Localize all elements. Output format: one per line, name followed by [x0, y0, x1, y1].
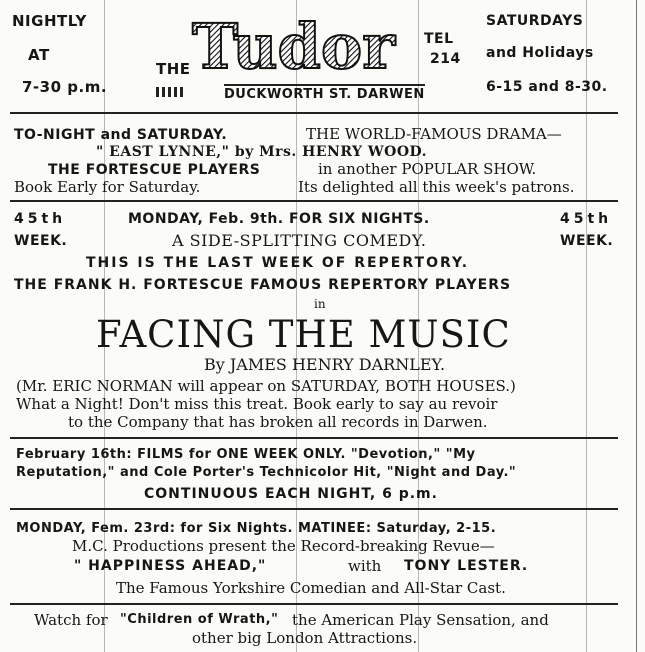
children-of-wrath: "Children of Wrath,": [120, 612, 279, 627]
week-number-right: 45th: [560, 211, 613, 227]
films-line-1: February 16th: FILMS for ONE WEEK ONLY. "Devotion," "My: [16, 447, 476, 462]
delighted-patrons: Its delighted all this week's patrons.: [298, 178, 575, 196]
films-line-2: Reputation," and Cole Porter's Technicolor Hit, "Night and Day.": [16, 465, 517, 480]
ornament-bars-icon: [156, 87, 184, 97]
week-label-left: WEEK.: [14, 233, 68, 249]
popular-show: in another POPULAR SHOW.: [318, 160, 537, 178]
yorkshire-comedian: The Famous Yorkshire Comedian and All-Star Cast.: [116, 579, 506, 597]
mc-productions: M.C. Productions present the Record-breaking Revue—: [72, 537, 495, 555]
revue-date-line: MONDAY, Fem. 23rd: for Six Nights. MATINEE: Saturday, 2-15.: [16, 521, 497, 536]
eric-norman-note: (Mr. ERIC NORMAN will appear on SATURDAY, BOTH HOUSES.): [16, 377, 516, 395]
tonight-heading: TO-NIGHT and SATURDAY.: [14, 127, 228, 143]
header-ornament: [156, 84, 184, 94]
week-number-left: 45th: [14, 211, 67, 227]
what-a-night-note: What a Night! Don't miss this treat. Book early to say au revoir: [16, 395, 498, 413]
tony-lester: TONY LESTER.: [404, 558, 529, 574]
watch-for-label: Watch for: [34, 611, 108, 629]
comedy-heading: A SIDE-SPLITTING COMEDY.: [172, 231, 427, 250]
header-nightly-time: 7-30 p.m.: [22, 78, 108, 96]
page-edge: [636, 0, 637, 652]
london-attractions: other big London Attractions.: [192, 629, 418, 647]
header-saturday-times: 6-15 and 8-30.: [486, 79, 608, 95]
records-note: to the Company that has broken all records in Darwen.: [68, 413, 488, 431]
fortescue-players: THE FORTESCUE PLAYERS: [48, 162, 261, 178]
monday-date-line: MONDAY, Feb. 9th. FOR SIX NIGHTS.: [128, 211, 430, 227]
week-label-right: WEEK.: [560, 233, 614, 249]
happiness-ahead: " HAPPINESS AHEAD,": [74, 558, 267, 574]
scan-streak: [586, 0, 587, 652]
drama-heading: THE WORLD-FAMOUS DRAMA—: [306, 125, 562, 143]
header-nightly: NIGHTLY: [12, 12, 87, 30]
header-tel-number: 214: [430, 51, 461, 67]
divider: [10, 603, 618, 605]
tudor-logo: [188, 14, 420, 76]
east-lynne-line: " EAST LYNNE," by Mrs. HENRY WOOD.: [96, 144, 428, 160]
play-title: FACING THE MUSIC: [96, 313, 511, 356]
continuous-showing: CONTINUOUS EACH NIGHT, 6 p.m.: [144, 486, 438, 502]
with-word: with: [348, 557, 382, 575]
in-word: in: [314, 297, 326, 311]
american-play-sensation: the American Play Sensation, and: [292, 611, 549, 629]
divider: [10, 112, 618, 114]
play-author: By JAMES HENRY DARNLEY.: [204, 355, 446, 374]
header-address: DUCKWORTH ST. DARWEN: [224, 84, 425, 101]
divider: [10, 437, 618, 439]
header-the: THE: [156, 60, 191, 78]
logo-wordmark: Tudor: [192, 14, 395, 76]
divider: [10, 508, 618, 510]
header-holidays: and Holidays: [486, 45, 594, 61]
repertory-players: THE FRANK H. FORTESCUE FAMOUS REPERTORY PLAYERS: [14, 277, 512, 293]
header-at: AT: [28, 46, 50, 64]
tudor-logo-graphic: [188, 14, 420, 76]
header-tel-label: TEL: [424, 31, 454, 47]
header-saturdays: SATURDAYS: [486, 13, 584, 29]
last-week-notice: THIS IS THE LAST WEEK OF REPERTORY.: [86, 255, 470, 271]
book-early: Book Early for Saturday.: [14, 178, 201, 196]
divider: [10, 200, 618, 202]
